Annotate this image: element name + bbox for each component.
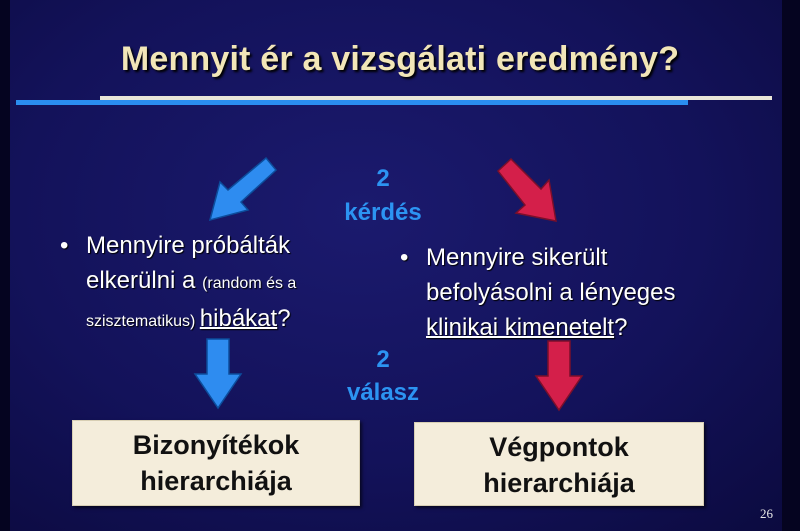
endpoint-hierarchy-box <box>414 422 704 506</box>
right-box-line2: hierarchiája <box>483 468 635 498</box>
right-bullet-question <box>400 240 756 345</box>
left-box-line1: Bizonyítékok <box>132 430 300 460</box>
frame-edge-right <box>782 0 800 531</box>
left-bullet-line2-main: elkerülni a <box>86 267 203 294</box>
right-bullet-line3 <box>426 310 756 345</box>
question-count: 2 <box>376 165 390 192</box>
page-number: 26 <box>760 506 773 521</box>
right-box-line1: Végpontok <box>489 432 629 462</box>
left-bullet-line2 <box>86 263 366 301</box>
right-bullet-underlined-term: klinikai kimenetelt <box>426 314 615 341</box>
blue-diagonal-arrow-icon <box>198 150 288 230</box>
answer-label: válasz <box>346 379 420 406</box>
right-bullet-line1: Mennyire sikerült <box>426 244 608 271</box>
left-bullet-line1: Mennyire próbálták <box>86 232 291 259</box>
red-diagonal-arrow-icon <box>494 155 574 235</box>
left-box-line2: hierarchiája <box>140 466 292 496</box>
left-bullet-line3-small: szisztematikus) <box>86 313 200 330</box>
left-bullet-line3 <box>86 301 366 339</box>
left-bullet-line2-small: (random és a <box>202 275 297 292</box>
left-bullet-question-mark: ? <box>277 305 291 332</box>
left-bullet-question <box>60 228 366 339</box>
title-rule-blue <box>16 100 688 105</box>
blue-down-arrow-icon <box>192 336 244 412</box>
evidence-hierarchy-box <box>72 420 360 506</box>
slide-title: Mennyit ér a vizsgálati eredmény? <box>120 40 680 78</box>
right-bullet-line2: befolyásolni a lényeges <box>426 279 676 306</box>
bullet-marker: • <box>60 232 69 259</box>
frame-edge-left <box>0 0 10 531</box>
bullet-marker: • <box>400 244 409 271</box>
red-down-arrow-icon <box>533 338 585 414</box>
right-bullet-question-mark: ? <box>614 314 628 341</box>
left-bullet-underlined-term: hibákat <box>199 305 278 332</box>
answer-count: 2 <box>376 346 390 373</box>
question-label: kérdés <box>344 199 422 226</box>
